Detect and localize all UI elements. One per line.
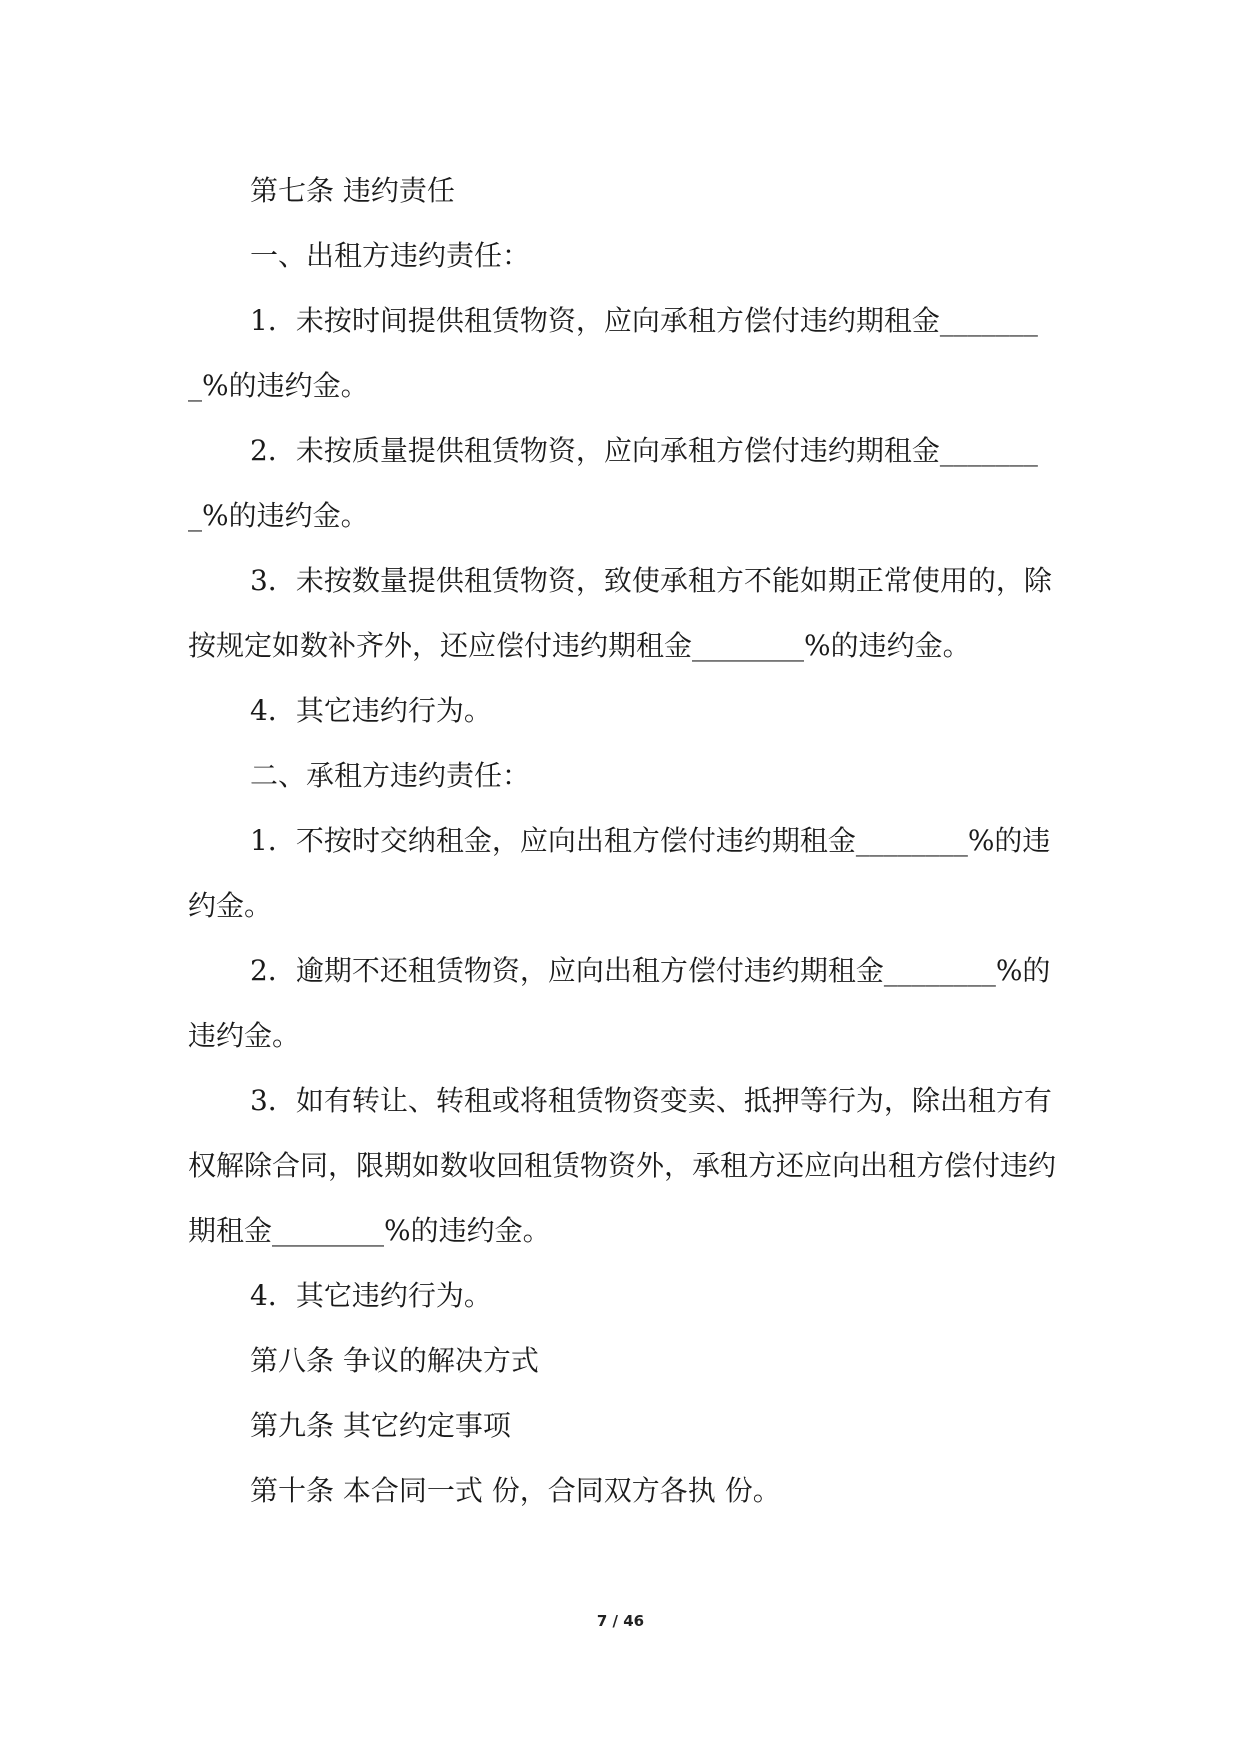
lessor-clause-1: 1．未按时间提供租赁物资，应向承租方偿付违约期租金________%的违约金。 [188,304,1038,402]
lessor-clause-3: 3．未按数量提供租赁物资，致使承租方不能如期正常使用的，除按规定如数补齐外，还应偿付违约期租金________%的违约金。 [188,564,1052,662]
lessee-liability-heading: 二、承租方违约责任： [250,759,531,792]
lessee-clause-2: 2．逾期不还租赁物资，应向出租方偿付违约期租金________%的违约金。 [188,954,1051,1052]
lessor-liability-heading: 一、出租方违约责任： [250,239,531,272]
lessee-clause-1: 1．不按时交纳租金，应向出租方偿付违约期租金________%的违约金。 [188,824,1051,922]
page-number: 7 / 46 [596,1612,645,1630]
article-7-heading: 第七条 违约责任 [250,174,455,207]
lessee-clause-3: 3．如有转让、转租或将租赁物资变卖、抵押等行为，除出租方有权解除合同，限期如数收回租赁物资外，承租方还应向出租方偿付违约期租金________%的违约金。 [188,1084,1057,1247]
article-8-heading: 第八条 争议的解决方式 [250,1344,539,1377]
article-10-heading: 第十条 本合同一式 份，合同双方各执 份。 [250,1474,781,1507]
lessor-clause-2: 2．未按质量提供租赁物资，应向承租方偿付违约期租金________%的违约金。 [188,434,1038,532]
article-9-heading: 第九条 其它约定事项 [250,1409,511,1442]
lessee-clause-4: 4．其它违约行为。 [250,1279,492,1312]
lessor-clause-4: 4．其它违约行为。 [250,694,492,727]
document-body [188,158,1068,1523]
